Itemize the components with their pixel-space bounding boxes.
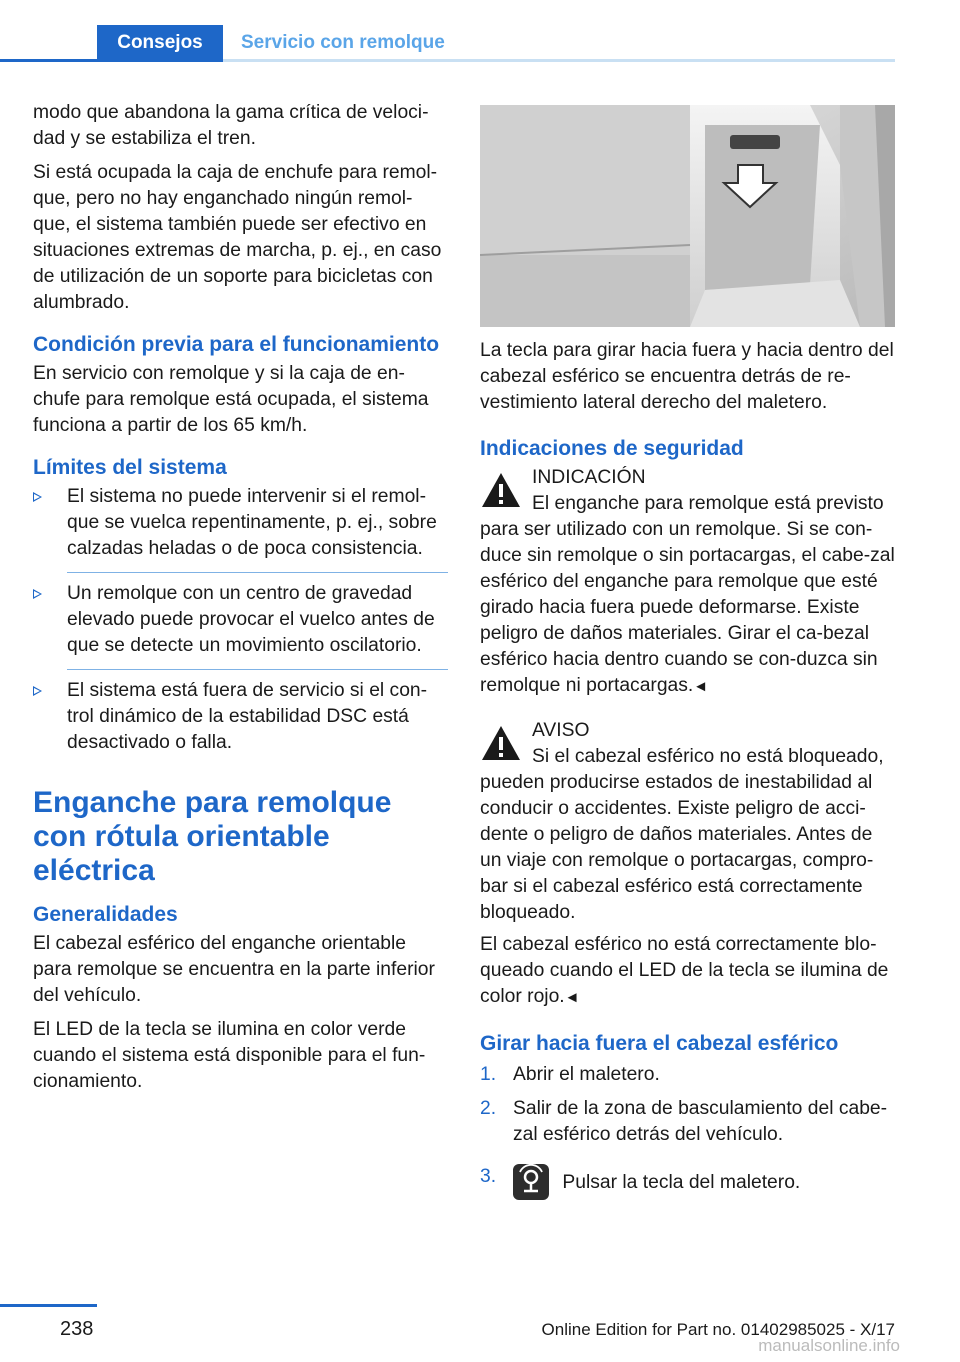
step-item xyxy=(480,1062,895,1088)
watermark: manualsonline.info xyxy=(758,1336,900,1355)
step-number: 3. xyxy=(480,1166,497,1187)
image-caption: La tecla para girar hacia fuera y hacia dentro del cabezal esférico se encuentra detrás de re-vestimiento lateral derecho del maletero. xyxy=(480,340,894,413)
right-column xyxy=(480,338,895,1208)
footer-rule xyxy=(0,1304,97,1307)
step-number: 1. xyxy=(480,1064,497,1085)
list-item xyxy=(33,484,448,562)
step-text: Salir de la zona de basculamiento del cabe-zal esférico detrás del vehículo. xyxy=(513,1098,888,1145)
warning-title: INDICACIÓN xyxy=(532,467,646,488)
triangle-bullet-icon xyxy=(33,492,42,502)
steps-list xyxy=(480,1062,895,1200)
warning-text: Si el cabezal esférico no está bloqueado, pueden producirse estados de inestabilidad al conducir o accidentes. Existe peligro de acci-dente o peligro de daños materiales. Antes de un viaje con remolque o portacargas, compro-bar si el cabezal esférico está correctamente bloqueado. xyxy=(480,746,884,923)
heading-condicion-previa: Condición previa para el funcionamiento xyxy=(33,333,440,356)
divider xyxy=(67,572,448,573)
step-text: Abrir el maletero. xyxy=(513,1064,660,1085)
heading-limites-del-sistema: Límites del sistema xyxy=(33,456,227,479)
tab-consejos[interactable]: Consejos xyxy=(97,25,223,60)
triangle-bullet-icon xyxy=(33,686,42,696)
step-item xyxy=(480,1164,895,1200)
heading-indicaciones-seguridad: Indicaciones de seguridad xyxy=(480,437,744,460)
paragraph: Si está ocupada la caja de enchufe para remol-que, pero no hay enganchado ningún remol-que, el sistema también puede ser efectivo en situaciones extremas de marcha, p. ej., en caso de utilización de un soporte para bicicletas con alumbrado. xyxy=(33,162,442,313)
warning-text: El enganche para remolque está previsto para ser utilizado con un remolque. Si se con-duce sin remolque o sin portacargas, el cabe-zal esférico del enganche para remolque que esté girado hacia fuera puede deformarse. Existe peligro de daños materiales. Girar el ca-bezal esférico hacia dentro cuando se con-duzca sin remolque ni portacargas. xyxy=(480,493,895,696)
trailer-hitch-button-icon xyxy=(513,1164,549,1200)
triangle-bullet-icon xyxy=(33,589,42,599)
warning-triangle-icon xyxy=(480,724,522,762)
step-number: 2. xyxy=(480,1098,497,1119)
list-item xyxy=(33,572,448,659)
step-item xyxy=(480,1096,895,1148)
warning-title: AVISO xyxy=(532,720,590,741)
warning-aviso xyxy=(480,718,895,926)
list-item-text: El sistema está fuera de servicio si el con-trol dinámico de la estabilidad DSC está desactivado o falla. xyxy=(67,680,428,753)
heading-girar-hacia-fuera: Girar hacia fuera el cabezal esférico xyxy=(480,1032,839,1055)
header-rule-active xyxy=(0,59,223,62)
heading-generalidades: Generalidades xyxy=(33,903,178,926)
step-text: Pulsar la tecla del maletero. xyxy=(562,1172,801,1193)
warning-indicacion xyxy=(480,465,895,700)
paragraph: En servicio con remolque y si la caja de en-chufe para remolque está ocupada, el sistema funciona a partir de los 65 km/h. xyxy=(33,363,429,436)
paragraph: El cabezal esférico no está correctamente blo-queado cuando el LED de la tecla se ilumina de color rojo. xyxy=(480,934,889,1007)
paragraph: El LED de la tecla se ilumina en color verde cuando el sistema está disponible para el fun-cionamiento. xyxy=(33,1019,426,1092)
list-item xyxy=(33,669,448,756)
edition-text: Online Edition for Part no. 01402985025 - X/17 xyxy=(541,1320,895,1339)
warning-triangle-icon xyxy=(480,471,522,509)
list-item-text: Un remolque con un centro de gravedad elevado puede provocar el vuelco antes de que se detecte un movimiento oscilatorio. xyxy=(67,583,435,656)
end-mark: ◄ xyxy=(564,989,580,1006)
limites-list xyxy=(33,484,448,756)
end-mark: ◄ xyxy=(693,678,709,695)
paragraph: modo que abandona la gama crítica de veloci-dad y se estabiliza el tren. xyxy=(33,102,429,149)
trunk-illustration xyxy=(480,105,895,327)
paragraph: El cabezal esférico del enganche orientable para remolque se encuentra en la parte inferior del vehículo. xyxy=(33,933,435,1006)
trunk-photo xyxy=(480,105,895,327)
heading-enganche-remolque: Enganche para remolque con rótula orientable eléctrica xyxy=(33,786,392,887)
page-header xyxy=(0,0,960,62)
tab-servicio-con-remolque[interactable]: Servicio con remolque xyxy=(241,31,445,53)
divider xyxy=(67,669,448,670)
page-number: 238 xyxy=(60,1318,94,1340)
left-column xyxy=(33,100,448,1103)
list-item-text: El sistema no puede intervenir si el remol-que se vuelca repentinamente, p. ej., sobre calzadas heladas o de poca consistencia. xyxy=(67,486,437,559)
